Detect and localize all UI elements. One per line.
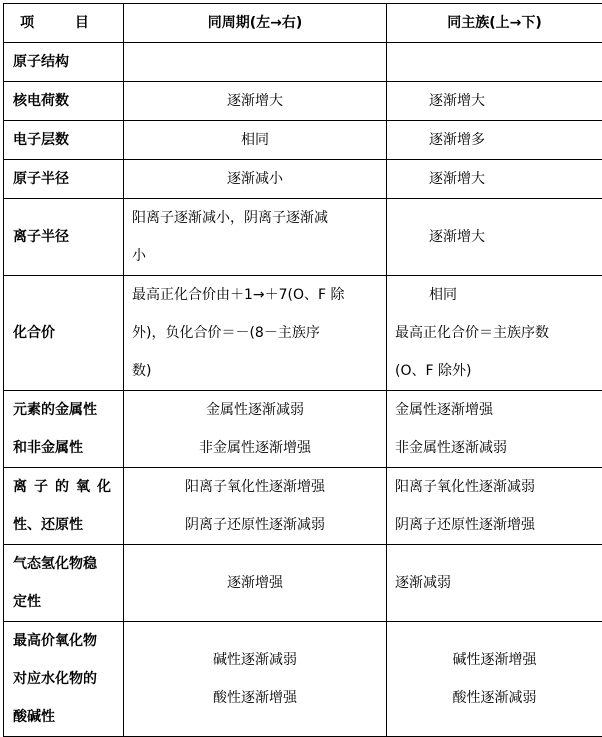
period-line: 阴离子还原性逐渐减弱	[124, 506, 386, 544]
group-cell	[387, 43, 602, 82]
table-row	[4, 199, 602, 276]
group-line: (O、F 除外)	[395, 352, 602, 390]
group-cell	[387, 468, 602, 545]
period-line: 阳离子氧化性逐渐增强	[124, 468, 386, 506]
group-line: 阴离子还原性逐渐增强	[395, 506, 602, 544]
group-cell	[387, 622, 602, 737]
row-label-line: 离子的氧化	[13, 468, 123, 506]
group-cell: 逐渐增多	[387, 121, 602, 160]
table-row	[4, 545, 602, 622]
group-cell: 逐渐增大	[387, 82, 602, 121]
table-row	[4, 622, 602, 737]
header-item-cell: 项 目	[4, 4, 124, 43]
row-label-line: 性、还原性	[13, 506, 123, 544]
row-label: 原子结构	[4, 43, 124, 82]
row-label-line: 酸碱性	[13, 698, 123, 736]
group-cell: 逐渐增大	[387, 199, 602, 276]
period-cell	[124, 199, 387, 276]
row-label-line: 最高价氧化物	[13, 622, 123, 660]
row-label: 核电荷数	[4, 82, 124, 121]
row-label: 原子半径	[4, 160, 124, 199]
group-line: 最高正化合价＝主族序数	[395, 314, 602, 352]
row-label-line: 元素的金属性	[13, 391, 123, 429]
period-line: 小	[132, 237, 380, 275]
group-line: 非金属性逐渐减弱	[395, 429, 602, 467]
period-line: 金属性逐渐减弱	[124, 391, 386, 429]
period-cell	[124, 468, 387, 545]
group-line: 碱性逐渐增强	[387, 641, 602, 679]
period-cell	[124, 43, 387, 82]
period-line: 阳离子逐渐减小，阴离子逐渐减	[132, 199, 380, 237]
group-cell: 逐渐减弱	[387, 545, 602, 622]
table-row	[4, 276, 602, 391]
group-line: 阳离子氧化性逐渐减弱	[395, 468, 602, 506]
period-cell	[124, 391, 387, 468]
row-label-line: 对应水化物的	[13, 660, 123, 698]
header-group-cell: 同主族(上→下)	[387, 4, 602, 43]
row-label	[4, 545, 124, 622]
header-row	[4, 4, 602, 43]
group-line: 相同	[395, 276, 602, 314]
row-label-line: 定性	[13, 583, 123, 621]
period-cell: 逐渐减小	[124, 160, 387, 199]
period-cell: 逐渐增大	[124, 82, 387, 121]
header-period-cell: 同周期(左→右)	[124, 4, 387, 43]
row-label	[4, 622, 124, 737]
group-line: 金属性逐渐增强	[395, 391, 602, 429]
row-label: 化合价	[4, 276, 124, 391]
period-line: 外)，负化合价＝－(8－主族序	[132, 314, 380, 352]
period-line: 碱性逐渐减弱	[124, 641, 386, 679]
period-cell	[124, 276, 387, 391]
table-row	[4, 43, 602, 82]
row-label: 离子半径	[4, 199, 124, 276]
table-row	[4, 391, 602, 468]
group-cell: 逐渐增大	[387, 160, 602, 199]
period-line: 数)	[132, 352, 380, 390]
group-line: 酸性逐渐减弱	[387, 679, 602, 717]
period-line: 非金属性逐渐增强	[124, 429, 386, 467]
period-line: 最高正化合价由＋1→＋7(O、F 除	[132, 276, 380, 314]
comparison-table-wrapper	[3, 3, 602, 737]
table-row	[4, 82, 602, 121]
period-cell: 相同	[124, 121, 387, 160]
period-cell	[124, 622, 387, 737]
row-label	[4, 468, 124, 545]
table-row	[4, 468, 602, 545]
group-cell	[387, 276, 602, 391]
row-label-line: 气态氢化物稳	[13, 545, 123, 583]
period-line: 酸性逐渐增强	[124, 679, 386, 717]
period-cell: 逐渐增强	[124, 545, 387, 622]
row-label: 电子层数	[4, 121, 124, 160]
table-row	[4, 121, 602, 160]
table-row	[4, 160, 602, 199]
row-label-line: 和非金属性	[13, 429, 123, 467]
group-cell	[387, 391, 602, 468]
periodic-trends-table	[3, 3, 602, 737]
row-label	[4, 391, 124, 468]
